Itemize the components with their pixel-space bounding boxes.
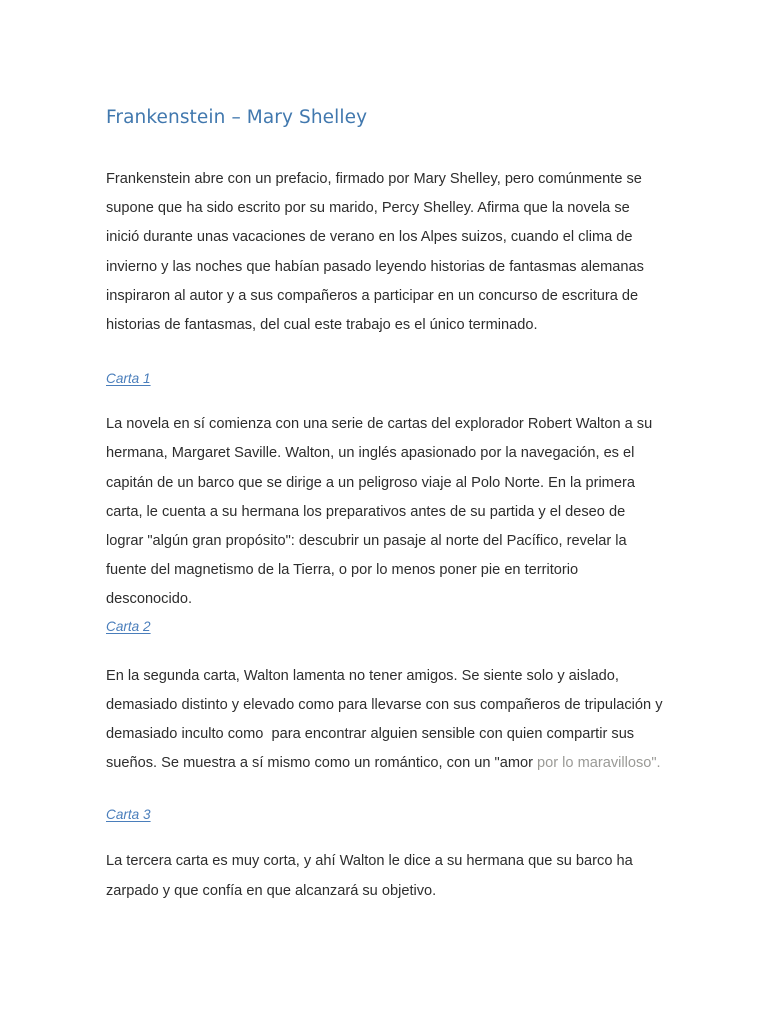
intro-paragraph: Frankenstein abre con un prefacio, firmado por Mary Shelley, pero comúnmente se supone que ha sido escrito por su marido, Percy Shelley. Afirma que la novela se inició durante unas vacaciones de verano en los Alpes suizos, cuando el clima de invierno y las noches que habían pasado leyendo historias de fantasmas alemanas inspiraron al autor y a sus compañeros a participar en un concurso de escritura de historias de fantasmas, del cual este trabajo es el único terminado. [106,171,648,334]
carta-1-heading-wrap [106,368,664,390]
carta-2-heading-wrap [106,616,664,638]
carta-1-paragraph: La novela en sí comienza con una serie de cartas del explorador Robert Walton a su hermana, Margaret Saville. Walton, un inglés apasionado por la navegación, es el capitán de un barco que se dirige a un peligroso viaje al Polo Norte. En la primera carta, le cuenta a su hermana los preparativos antes de su partida y el deseo de lograr "algún gran propósito": descubrir un pasaje al norte del Pacífico, revelar la fuente del magnetismo de la Tierra, o por lo menos poner pie en territorio desconocido. [106,416,657,608]
carta-2-paragraph-main: En la segunda carta, Walton lamenta no tener amigos. Se siente solo y aislado, demasiado distinto y elevado como para llevarse con sus compañeros de tripulación y demasiado inculto como para encontrar alguien sensible con quien compartir sus sueños. Se muestra a sí mismo como un romántico, con un "amor [106,667,667,772]
carta-2-paragraph [106,662,667,779]
section-link-carta-3[interactable]: Carta 3 [106,807,151,823]
carta-2-paragraph-tail: por lo maravilloso". [537,755,661,772]
carta-3-heading-wrap [106,804,664,826]
section-link-carta-2[interactable]: Carta 2 [106,618,151,634]
section-link-carta-1[interactable]: Carta 1 [106,371,151,387]
page-title: Frankenstein – Mary Shelley [106,107,368,128]
document-content [106,104,667,906]
carta-3-paragraph: La tercera carta es muy corta, y ahí Walton le dice a su hermana que su barco ha zarpado y que confía en que alcanzará su objetivo. [106,853,637,899]
